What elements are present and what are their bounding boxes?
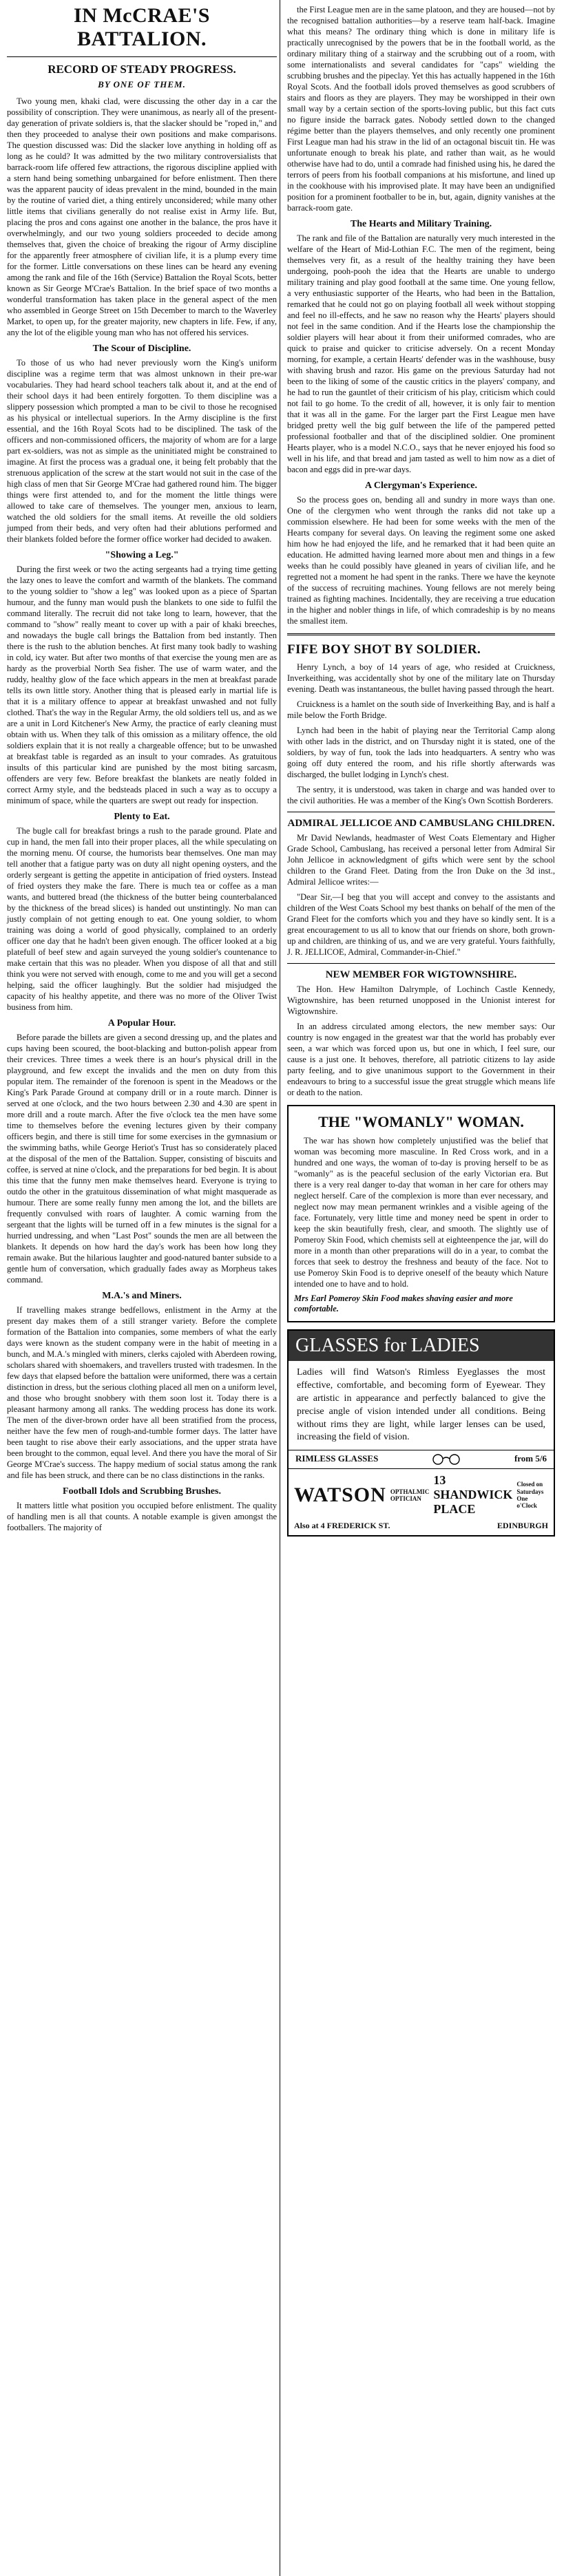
section-heading: A Popular Hour. — [107, 1018, 176, 1028]
section-heading: The Scour of Discipline. — [92, 344, 191, 354]
article-headline: IN McCRAE'S BATTALION. — [74, 4, 210, 50]
paragraph: During the first week or two the acting sergeants had a trying time getting the lazy ones to leave the comfort and warmth of the blankets. The command to the young soldier to "show a leg" was looked upon as a piece of Spartan humour, and the funny man would push the blankets to one side to fulfil the command literally. The recruit did not take long to learn, however, that the command to "show" really meant to cover up with a pair of khaki breeches, and nowadays the bugle call brings the Battalion from bed instantly. Then there is the rush to the ablution benches. At first many took badly to washing in cold, icy water. But after two months of that exercise the young men are as hardy as the proverbial North Sea fisher. The use of warm water, and the ruddy, healthy glow of the face which appears in the men at breakfast parade tells its own little story. Another thing that is pleased early in martial life is that it is a military offence to appear at breakfast unwashed and not fully clothed. That's the way in the Regular Army, the old soldiers tell us, and as we are a unit in Lord Kitchener's New Army, the practice of early cleaning must obtain with us. When they talk of this omission as a military offence, the old soldiers explain that it is not really a chargeable offence; but to be unwashed at breakfast table is regarded as an insult to your comrades. As gratuitous insults of this particular kind are punished by the most biting sarcasm, offenders are very few. Before breakfast the blankets are neatly folded in correct Army style, and the bedsteads placed in such a way as to occupy a minimum of space, while the quarters are swept out ready for inspection. — [7, 564, 277, 805]
right-column — [280, 0, 559, 2576]
glasses-ad-title — [289, 1331, 554, 1361]
ad-title: THE "WOMANLY" WOMAN. — [318, 1113, 524, 1130]
rimless-label: RIMLESS GLASSES — [295, 1453, 379, 1464]
paragraph: Before parade the billets are given a second dressing up, and the plates and cups having been scoured, the boot-blacking and button-polish appear from their crevices. Three times a week there is an hour's physical drill in the playground, and few except the invalids and the men on duty from this popular item. The remainder of the forenoon is spent in the Meadows or the King's Park Parade Ground at company drill or in a route march. Dinner is served at one o'clock, and the two hours between 2.30 and 4.30 are spent in more drill and a route march. After the five o'clock tea the men have some time to themselves before the evening lectures given by their company officers begin, and there is still time for some exercises in the gymnasium or the swimming baths, while George Heriot's Trust has so considerately placed at the disposal of the men of the Battalion. Supper, consisting of biscuits and coffee, is served at nine o'clock, and the preparations for bed begin. It is about this time that the funny men make themselves heard. Everyone is trying to outdo the other in the gratuitous dissemination of what might masquerade as humour. There are some really funny men among the lot, and the billets are frequently convulsed with roars of laughter. A comic warning from the sergeant that the lights will be turned off in a few minutes is the signal for a hurried undressing, and when "Last Post" sounds the men are all between the blankets. It depends on how hard the day's work has been how long they remain awake. But the hilarious laughter and good-natured banter subside to a gentle hum of conversation, which gradually fades away as Morpheus takes command. — [7, 1033, 277, 1285]
paragraph: It matters little what position you occupied before enlistment. The quality of handling men is all that counts. A notable example is given amongst the footballers. The majority of — [7, 1501, 277, 1532]
paragraph: The bugle call for breakfast brings a rush to the parade ground. Plate and cup in hand, the men fall into their proper places, all the while speculating on the morning menu. Of course, the humorists bear themselves. One man may tell another that a fatigue party was on duty all night opening oysters, and the orderly sergeant is getting the appetite in anticipation of fried oysters. Instead of fried oysters they make the fare. There is much tea or coffee as a man wants, and buttered bread (the thickness of the butter being counterbalanced by the thickness of the bread slices) is handed out unstintingly. No man can justly complain of not getting enough to eat. One young soldier, to whom training was doing a world of good physically, complained to an orderly officer one day that he hadn't been given enough. The officer looked at a big platefull of beef stew and again surveyed the young soldier's countenance to make certain that this was no pleader. When you dispose of all that and still think you were not served with enough, come to me and you will get a second helping, said the officer laughingly. But the soldier had misjudged the capacity of his healthy appetite, and there was no more of the Oliver Twist business from him. — [7, 826, 277, 1012]
divider — [7, 56, 277, 57]
paragraph: So the process goes on, bending all and sundry in more ways than one. One of the clergymen who went through the ranks did not take up a commission elsewhere. He had been for some weeks with the men of the Hearts company for several days. On leaving the regiment some one asked him how he had enjoyed the life, and he remarked that it had been quite an education. He admitted having learned more about men and things in a few weeks than he could possibly have gleaned in years of civilian life, and he regretted not a moment he had spent in the ranks. There we have the keynote of the success of recruiting machines. Young fellows are not merely being trained as fighting machines. Incidentally, they are receiving a true education in the higher and nobler things in life, of which comradeship is by no means the smallest item. — [287, 495, 555, 626]
paragraph: Cruickness is a hamlet on the south side of Inverkeithing Bay, and is half a mile below the Forth Bridge. — [287, 699, 555, 720]
paragraph: Henry Lynch, a boy of 14 years of age, who resided at Cruickness, Inverkeithing, was accidentally shot by one of the military late on Thursday evening. Death was instantaneous, the bullet having passed through the heart. — [287, 662, 555, 694]
paragraph: To those of us who had never previously worn the King's uniform discipline was a regime term that was almost unknown in their pre-war vocabularies. They had heard school teachers talk about it, and at the end of their school days it had been entirely forgotten. To them discipline was a slippery possession which prompted a man to be civil to those he recognised as his physical or intellectual superiors. In the Army discipline is the first essential, and the 16th Royal Scots had to be disciplined. The task of the officers and non-commissioned officers, the majority of whom are for a large part ex-soldiers, was not as simple as the uninitiated might be constrained to imagine. At first the process was a gradual one, it being felt probably that the strenuous application of the screw at the start would not suit in the case of the high class of men that Sir George M'Crae had gathered round him. The bigger things were first attended to, and for the moment the little things were allowed to take care of themselves. The younger men, anxious to learn, watched the old soldiers for the small items. At reveille the old soldiers jumped from their beds, and very often had their ablutions performed and their blankets folded before the former office worker had decided to awaken. — [7, 358, 277, 544]
paragraph: If travelling makes strange bedfellows, enlistment in the Army at the present day makes them of a still stranger variety. Before the complete formation of the Battalion into companies, some members of what the early days were known as the student company were in the habit of meeting in a bunch, and M.A.'s mingled with miners, clerks cajoled with Aberdeen rowing, scholars shared with shoemakers, and travellers trusted with tradesmen. In the few days that elapsed before the battalion were uniformed, there was a certain distinction in dress, but the serious clothing placed all men on a uniform level, and those who brought snobbery with them soon lost it. Today there is a pleasant harmony among all ranks. The wedding process has done its work. The men of the diver-brown order have all been stratified from the process, neither have the few men of rough-and-tumble former days. The latter have been taught to rise above their early associations, and the upper strata have been brought to the common, equal level. And there you have the moral of Sir George M'Crae's success. The happy medium of social status among the rank and file has been struck, and there can be no class distinctions in the ranks. — [7, 1305, 277, 1480]
paragraph: In an address circulated among electors, the new member says: Our country is now engaged in the greatest war that the world has probably ever seen, a war which was forced upon us, but one in which, I feel sure, our cause is a just one. It behoves, therefore, all patriotic citizens to lay aside party feeling, and to give unanimous support to the Government in their endeavours to bring to a successful issue the great struggle which means life or death to the nation. — [287, 1022, 555, 1097]
article-byline: BY ONE OF THEM. — [98, 79, 186, 89]
eyeglasses-icon — [430, 1453, 462, 1466]
glasses-ad-title-text: GLASSES for LADIES — [295, 1335, 480, 1356]
glasses-advertisement — [287, 1329, 555, 1537]
paragraph: Lynch had been in the habit of playing near the Territorial Camp along with other lads in the district, and on Thursday night it is stated, one of the soldiers, by way of fun, took the lads into headquarters. A sentry who was going off duty entered the room, and his rifle shortly afterwards was discharged, the bullet lodging in Lynch's chest. — [287, 726, 555, 779]
article-headline: FIFE BOY SHOT BY SOLDIER. — [287, 642, 481, 657]
article-subtitle: RECORD OF STEADY PROGRESS. — [48, 63, 236, 76]
divider — [287, 963, 555, 964]
section-heading: A Clergyman's Experience. — [365, 481, 477, 491]
rimless-price-row — [289, 1450, 554, 1468]
watson-address: 13 SHANDWICK PLACE — [433, 1473, 513, 1517]
watson-city: EDINBURGH — [496, 1521, 548, 1531]
section-heading: "Showing a Leg." — [105, 550, 179, 560]
paragraph: The Hon. Hew Hamilton Dalrymple, of Lochinch Castle Kennedy, Wigtownshire, has been returned unopposed in the Unionist interest for Wigtownshire. — [287, 984, 555, 1016]
article-headline: NEW MEMBER FOR WIGTOWNSHIRE. — [325, 969, 517, 980]
watson-branch: Also at 4 FREDERICK ST. — [294, 1521, 390, 1531]
paragraph: The sentry, it is understood, was taken in charge and was handed over to the civil authorities. He was a member of the King's Own Scottish Borderers. — [287, 785, 555, 805]
watson-hours: Closed on Saturdays One o'Clock — [516, 1481, 544, 1510]
watson-branch-row — [289, 1521, 554, 1535]
paragraph: Two young men, khaki clad, were discussing the other day in a car the possibility of conscription. They were unanimous, as nearly all of the present-day generation of private soldiers is, that the slacker should be "roped in," and then they proceeded to analyse their own positions and make comparisons. The question discussed was: Did the slacker love anything in holding off as long as he could? It was admitted by the two military controversialists that barrack-room life offered few attractions, the rigorous discipline applied with a stern hand being something unbargained for before enlistment. Then there was the apparent paucity of ideas prevalent in the mind, bounded in the main by the routine of varied diet, a thing entirely unconsidered; while many other little items that civilians generally do not realise exist in Army life. But, placing the pros and cons against one another in the balance, the pros have it overwhelmingly, and our two young soldiers proceeded to decide among themselves that, given the choice of breaking the rigour of Army discipline for the apparently freer atmosphere of civilian life, it is a plump every time for the former. Little conversations on these lines can be heard any evening among the rank and file of the 16th (Service) Battalion the Royal Scots, better known as Sir George M'Crae's Battalion. In the brief space of two months a wonderful transformation has taken place in the general aspect of the men who assembled in George Street on 15th December to march to the Waverley Market, to open up, for the greater majority, new chapters in life. Few, if any, any the lot of the eligible young man who has not offered his services. — [7, 96, 277, 337]
left-column — [0, 0, 280, 2576]
watson-role: OPTHALMIC OPTICIAN — [390, 1488, 430, 1502]
womanly-advertisement — [287, 1105, 555, 1322]
section-heading: M.A.'s and Miners. — [102, 1291, 182, 1301]
paragraph: Mr David Newlands, headmaster of West Coats Elementary and Higher Grade School, Cambuslang, has received a personal letter from Admiral Sir John Jellicoe in acknowledgment of gifts which were sent by the school children to the Grand Fleet. Dating from the Iron Duke on the 3d inst., Admiral Jellicoe writes:— — [287, 833, 555, 887]
section-heading: Football Idols and Scrubbing Brushes. — [63, 1486, 221, 1497]
paragraph: the First League men are in the same platoon, and they are housed—not by the recognised battalion authorities—by a reserve team half-back. Imagine what this means? The ordinary thing which is done in military life is practically unrecognised by the powers that be in the football world, as the ordinary military thing of a stairway and the scrubbing out of a room, with some internationalists and several candidates for "caps" wielding the scrubbing brushes and the pipeclay. Yet this has actually happened in the 16th Royal Scots. And the football idols proved themselves as good scrubbers of stairs and floors as they are players. They may be worshipped in their own small way by a certain section of the sports-loving public, but this fact cuts no figure inside the barrack gates. Nobody settled down to the changed régime better than the players themselves, and only recently one prominent First League man had his straw in the lid of an octagonal biscuit tin. He was unfortunate enough to break his plate, and rather than wait, as he would otherwise have had to do, until a comrade had finished using his, he dared the terrors of peers from his football companions at his misfortune, and lined up in the cookhouse with his improvised plate. It may have been an undignified position for a prominent footballer to be in, but, again, dignity vanishes at the barrack-room gate. — [287, 5, 555, 213]
watson-branding — [289, 1468, 554, 1521]
ad-paragraph: The war has shown how completely unjustified was the belief that woman was becoming more masculine. In Red Cross work, and in a hundred and one ways, the woman of to-day is proving herself to be as "womanly" as is the peaceful seclusion of the early Victorian era. But there is a very real danger to-day that woman in her care for others may neglect herself. Care of the complexion is more than ever necessary, and neglect now may mean permanent wrinkles and a visible ageing of the face. Fortunately, very little time and money need be spent in order to keep the skin beautifully fresh, clear, and smooth. The slightly use of Pomeroy Skin Food, which chemists sell at eighteenpence the jar, will do more in a month than other preparations will do in a year, to combat the forces that seek to destroy the freshness and beauty of the face. Not to use Pomeroy Skin Food is to deprive oneself of the beauty which Nature intended one to have and to hold. — [294, 1136, 548, 1289]
rimless-price: from 5/6 — [514, 1453, 547, 1464]
article-headline: ADMIRAL JELLICOE AND CAMBUSLANG CHILDREN. — [287, 818, 555, 829]
paragraph: The rank and file of the Battalion are naturally very much interested in the welfare of the Heart of Mid-Lothian F.C. The men of the regiment, being themselves very fit, as a result of the healthy training they have been undergoing, pooh-pooh the idea that the Hearts are unable to undergo military training and play good football at the same time. One young fellow, a very enthusiastic supporter of the Hearts, who had been in the Battalion, remarked that he could not go on playing football all week without stopping and feel no ill-effects, and he saw no reason why the Hearts' players should not feel in the same condition. And if the Hearts lose the championship the soldier players will hear about it from their uniformed comrades, who are quick to praise and quicker to criticise adversely. On a recent Monday morning, for example, a certain Hearts' defender was in the washhouse, busy with shaving brush and razor. His game on the previous Saturday had not been to the liking of some of the caustic critics in the players' company, and he had to run the gauntlet of their criticism of his play, criticism which could not fail to go home. To the credit of all, however, it is only fair to mention that it was all in the game. For the larger part the First League men have bridged pretty well the big gulf between the life of the pampered petted professional footballer and that of the disciplined soldier. One prominent Hearts player, who is a model N.C.O., says that he never enjoyed his food so well in his life, and that bread and jam tasted as well to him now as a diet of bacon and eggs did in pre-war days. — [287, 233, 555, 474]
divider — [287, 633, 555, 635]
section-heading: The Hearts and Military Training. — [350, 219, 492, 229]
paragraph: "Dear Sir,—I beg that you will accept and convey to the assistants and children of the West Coats School my best thanks on behalf of the men of the Grand Fleet for the comforts which you and they have so kindly sent. It is a great encouragement to us all to know that our friends on shore, both grown-up and children, are thinking of us, and we are very grateful. Yours faithfully, J. R. JELLICOE, Admiral, Commander-in-Chief." — [287, 892, 555, 957]
section-heading: Plenty to Eat. — [114, 812, 170, 822]
watson-name: WATSON — [294, 1483, 386, 1506]
ad-footnote: Mrs Earl Pomeroy Skin Food makes shaving easier and more comfortable. — [294, 1294, 513, 1313]
glasses-ad-body: Ladies will find Watson's Rimless Eyeglasses the most effective, comfortable, and becoming form of Eyewear. They are artistic in appearance and perfectly balanced to give the precise angle of vision intended under all conditions. Being without rims they are light, while larger lenses can be used, increasing the field of vision. — [297, 1367, 545, 1443]
